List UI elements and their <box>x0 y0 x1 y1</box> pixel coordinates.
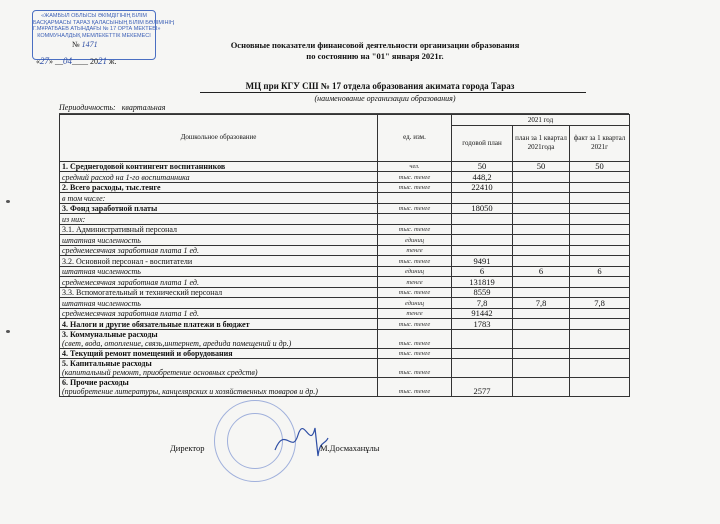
row-label: 3.2. Основной персонал - воспитатели <box>60 256 378 267</box>
row-label: среднемесячная заработная плата 1 ед. <box>60 245 378 256</box>
row-fact-q1 <box>570 235 630 246</box>
table-row <box>60 203 630 214</box>
row-fact-q1 <box>570 348 630 359</box>
row-annual-plan: 1783 <box>452 319 513 330</box>
row-plan-q1 <box>513 193 570 204</box>
row-unit: тенге <box>378 277 452 288</box>
header-year: 2021 год <box>452 115 630 126</box>
row-label: среднемесячная заработная плата 1 ед. <box>60 277 378 288</box>
row-unit: тыс. тенге <box>378 329 452 348</box>
header-plan-q1: план за 1 квартал 2021года <box>513 125 570 161</box>
table-row <box>60 287 630 298</box>
table-row <box>60 277 630 288</box>
row-label: среднемесячная заработная плата 1 ед. <box>60 308 378 319</box>
divider <box>200 92 586 93</box>
row-label: штатная численность <box>60 298 378 309</box>
header-name: Дошкольное образование <box>60 115 378 162</box>
stamp-date-year: 21 <box>98 56 107 66</box>
row-unit: тыс. тенге <box>378 378 452 397</box>
row-plan-q1: 7,8 <box>513 298 570 309</box>
stamp-date-year-prefix: 20 <box>90 57 98 66</box>
stamp-date-month: 04 <box>63 56 72 66</box>
row-label: штатная численность <box>60 235 378 246</box>
signature-name: М.Досмаханұлы <box>320 443 380 453</box>
stamp-date: «27» __04____ 2021 ж. <box>36 56 117 66</box>
row-unit: единиц <box>378 298 452 309</box>
row-plan-q1 <box>513 277 570 288</box>
row-fact-q1 <box>570 193 630 204</box>
table-row <box>60 329 630 348</box>
header-fact-q1: факт за 1 квартал 2021г <box>570 125 630 161</box>
row-annual-plan: 18050 <box>452 203 513 214</box>
row-plan-q1 <box>513 172 570 183</box>
organization-name: МЦ при КГУ СШ № 17 отдела образования акимата города Тараз <box>245 81 515 91</box>
row-fact-q1 <box>570 378 630 397</box>
table-row <box>60 182 630 193</box>
row-plan-q1 <box>513 203 570 214</box>
row-label <box>60 348 378 359</box>
row-plan-q1 <box>513 287 570 298</box>
row-fact-q1 <box>570 214 630 225</box>
table-row <box>60 161 630 172</box>
row-label: 3. Фонд заработной платы <box>60 203 378 214</box>
row-annual-plan: 91442 <box>452 308 513 319</box>
row-unit: тыс. тенге <box>378 256 452 267</box>
row-label <box>60 359 378 378</box>
row-fact-q1 <box>570 203 630 214</box>
row-unit: тыс. тенге <box>378 203 452 214</box>
row-fact-q1 <box>570 245 630 256</box>
row-label: 3.3. Вспомогательный и технический персонал <box>60 287 378 298</box>
row-label <box>60 329 378 348</box>
row-fact-q1: 50 <box>570 161 630 172</box>
row-annual-plan: 6 <box>452 266 513 277</box>
row-fact-q1 <box>570 256 630 267</box>
row-annual-plan <box>452 245 513 256</box>
row-unit: тыс. тенге <box>378 224 452 235</box>
row-annual-plan <box>452 235 513 246</box>
table-header-row <box>60 115 630 126</box>
row-title: 4. Текущий ремонт помещений и оборудования <box>62 348 233 358</box>
row-unit: чел. <box>378 161 452 172</box>
row-annual-plan: 131819 <box>452 277 513 288</box>
header-unit: ед. изм. <box>378 115 452 162</box>
row-label: средний расход на 1-го воспитанника <box>60 172 378 183</box>
row-plan-q1 <box>513 348 570 359</box>
row-note: (свет, вода, отопление, связь,интернет, аредида помещений и др.) <box>62 338 292 348</box>
table-row <box>60 378 630 397</box>
row-annual-plan <box>452 224 513 235</box>
row-unit <box>378 214 452 225</box>
row-unit: тенге <box>378 308 452 319</box>
row-fact-q1 <box>570 287 630 298</box>
row-label: штатная численность <box>60 266 378 277</box>
row-title: 3. Коммунальные расходы <box>62 329 158 339</box>
row-fact-q1 <box>570 172 630 183</box>
row-annual-plan: 2577 <box>452 378 513 397</box>
stamp-number-prefix: № <box>72 40 80 49</box>
row-annual-plan: 9491 <box>452 256 513 267</box>
row-plan-q1 <box>513 245 570 256</box>
periodicity-value: квартальная <box>121 103 166 112</box>
periodicity <box>59 103 165 112</box>
row-annual-plan: 8559 <box>452 287 513 298</box>
stamp-number <box>72 40 98 49</box>
row-unit: тыс. тенге <box>378 182 452 193</box>
row-plan-q1 <box>513 359 570 378</box>
table-row <box>60 319 630 330</box>
punch-hole <box>6 330 10 333</box>
row-unit: тыс. тенге <box>378 348 452 359</box>
row-label: 1. Среднегодовой контингент воспитанников <box>60 161 378 172</box>
row-annual-plan: 448,2 <box>452 172 513 183</box>
row-plan-q1 <box>513 256 570 267</box>
signature-role: Директор <box>170 443 205 453</box>
row-plan-q1 <box>513 235 570 246</box>
header-annual-plan: годовой план <box>452 125 513 161</box>
table-row <box>60 245 630 256</box>
row-plan-q1 <box>513 224 570 235</box>
row-unit: единиц <box>378 266 452 277</box>
row-fact-q1: 7,8 <box>570 298 630 309</box>
table-row <box>60 224 630 235</box>
stamp-date-day: 27 <box>40 56 49 66</box>
punch-hole <box>6 200 10 203</box>
table-row <box>60 298 630 309</box>
table-row <box>60 256 630 267</box>
row-label: 4. Налоги и другие обязательные платежи в бюджет <box>60 319 378 330</box>
row-label: 2. Всего расходы, тыс.тенге <box>60 182 378 193</box>
table-row <box>60 266 630 277</box>
table-row <box>60 348 630 359</box>
row-fact-q1 <box>570 359 630 378</box>
row-fact-q1 <box>570 182 630 193</box>
row-note: (приобретение литературы, канцелярских и хозяйственных товаров и др.) <box>62 387 318 396</box>
row-unit <box>378 193 452 204</box>
row-plan-q1 <box>513 308 570 319</box>
row-fact-q1 <box>570 308 630 319</box>
row-annual-plan: 22410 <box>452 182 513 193</box>
stamp-line: КОММУНАЛДЫҚ МЕМЛЕКЕТТІК МЕКЕМЕСІ <box>37 32 151 39</box>
row-label: 3.1. Административный персонал <box>60 224 378 235</box>
row-unit: единиц <box>378 235 452 246</box>
row-plan-q1: 50 <box>513 161 570 172</box>
row-annual-plan <box>452 348 513 359</box>
row-fact-q1 <box>570 319 630 330</box>
row-label: из них: <box>60 214 378 225</box>
row-annual-plan <box>452 359 513 378</box>
row-fact-q1: 6 <box>570 266 630 277</box>
row-unit: тыс. тенге <box>378 287 452 298</box>
row-unit: тыс. тенге <box>378 359 452 378</box>
stamp-line: Г.МҰРАТБАЕВ АТЫНДАҒЫ № 17 ОРТА МЕКТЕБІ» <box>33 26 161 33</box>
row-title: 5. Капитальные расходы <box>62 359 152 368</box>
row-plan-q1 <box>513 214 570 225</box>
stamp-number-value: 1471 <box>81 40 98 49</box>
row-fact-q1 <box>570 329 630 348</box>
row-annual-plan <box>452 193 513 204</box>
row-annual-plan: 7,8 <box>452 298 513 309</box>
organization-caption: (наименование организации образования) <box>314 94 456 103</box>
row-unit: тыс. тенге <box>378 319 452 330</box>
row-plan-q1 <box>513 329 570 348</box>
row-annual-plan <box>452 329 513 348</box>
financial-table <box>59 114 630 397</box>
title-line-1: Основные показатели финансовой деятельности организации образования <box>230 40 520 50</box>
row-note: (капитальный ремонт, приобретение основных средств) <box>62 368 258 377</box>
row-label: в том числе: <box>60 193 378 204</box>
periodicity-label: Периодичность: <box>59 103 116 112</box>
row-annual-plan <box>452 214 513 225</box>
row-plan-q1 <box>513 182 570 193</box>
table-row <box>60 359 630 378</box>
table-row <box>60 214 630 225</box>
row-plan-q1: 6 <box>513 266 570 277</box>
stamp-date-suffix: ж. <box>109 57 117 66</box>
row-title: 6. Прочие расходы <box>62 378 129 387</box>
row-unit: тыс. тенге <box>378 172 452 183</box>
row-annual-plan: 50 <box>452 161 513 172</box>
stamp-line: «ЖАМБЫЛ ОБЛЫСЫ ӘКІМДІГІНІҢ БІЛІМ <box>41 13 147 19</box>
stamp-line: БАСҚАРМАСЫ ТАРАЗ ҚАЛАСЫНЫҢ БІЛІМ БӨЛІМІНІҢ <box>33 19 174 26</box>
title-line-2: по состоянию на "01" января 2021г. <box>306 51 444 61</box>
row-plan-q1 <box>513 319 570 330</box>
table-row <box>60 235 630 246</box>
row-label <box>60 378 378 397</box>
row-fact-q1 <box>570 277 630 288</box>
registration-stamp <box>32 10 174 60</box>
table-row <box>60 172 630 183</box>
row-plan-q1 <box>513 378 570 397</box>
row-unit: тенге <box>378 245 452 256</box>
row-fact-q1 <box>570 224 630 235</box>
document-title <box>175 40 575 62</box>
table-row <box>60 308 630 319</box>
table-row <box>60 193 630 204</box>
signature-image <box>270 420 330 460</box>
